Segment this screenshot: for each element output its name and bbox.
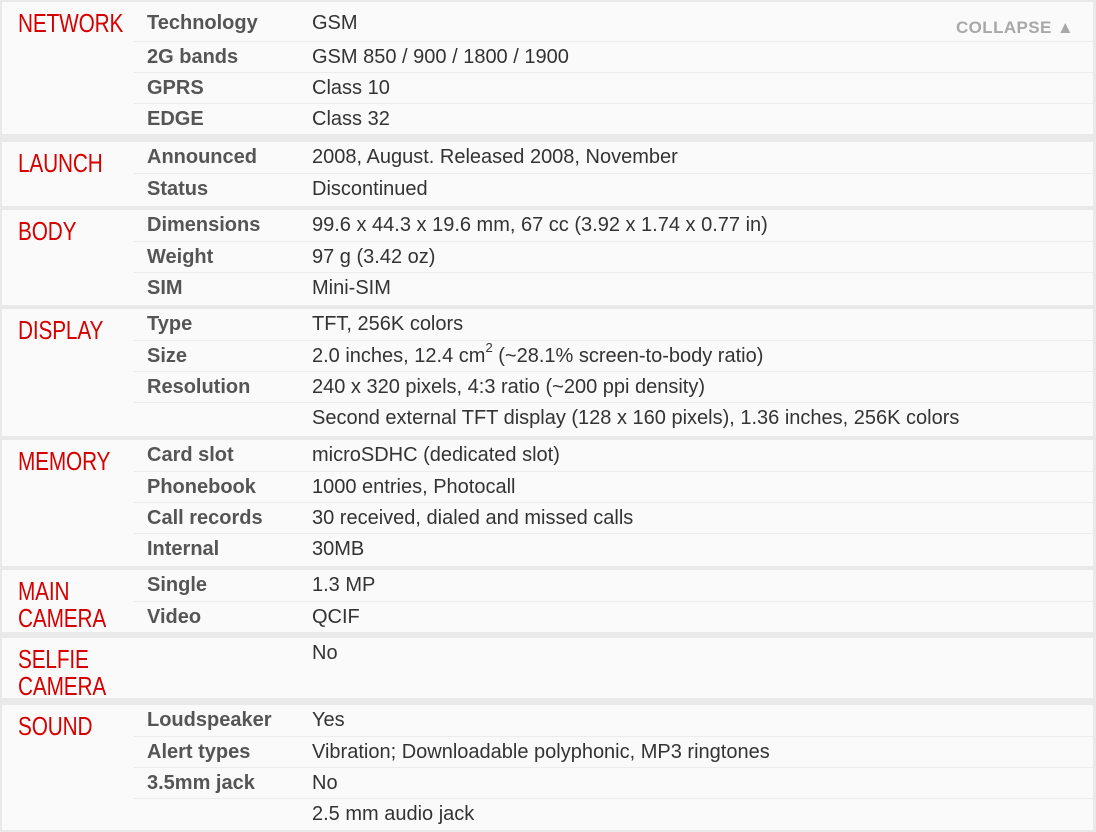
spec-row [134, 767, 1093, 798]
superscript: 2 [485, 340, 493, 356]
spec-section [2, 440, 1093, 566]
spec-value: Class 32 [312, 108, 390, 130]
section-title: MAIN CAMERA [18, 576, 107, 633]
spec-value: Class 10 [312, 77, 390, 99]
spec-value: 1.3 MP [312, 574, 376, 596]
spec-value: 30MB [312, 538, 365, 560]
spec-row [134, 533, 1093, 564]
section-title: NETWORK [18, 8, 124, 38]
spec-label[interactable]: Phonebook [147, 476, 256, 498]
spec-label[interactable]: Video [147, 606, 202, 628]
spec-row [134, 638, 1093, 668]
spec-value: TFT, 256K colors [312, 313, 464, 335]
spec-section [2, 2, 1093, 134]
section-title: MEMORY [18, 446, 111, 476]
spec-row [134, 402, 1093, 433]
spec-label[interactable]: 2G bands [147, 46, 239, 68]
spec-row [134, 41, 1093, 72]
spec-value: No [312, 642, 338, 664]
spec-value: 2.5 mm audio jack [312, 803, 475, 825]
spec-label[interactable]: Call records [147, 507, 263, 529]
spec-section [2, 210, 1093, 305]
spec-value: 30 received, dialed and missed calls [312, 507, 634, 529]
section-title: SELFIE CAMERA [18, 644, 107, 701]
spec-value: No [312, 772, 338, 794]
section-title: SOUND [18, 711, 93, 741]
spec-value: Second external TFT display (128 x 160 pixels), 1.36 inches, 256K colors [312, 407, 960, 429]
spec-value: microSDHC (dedicated slot) [312, 444, 560, 466]
spec-row [134, 272, 1093, 303]
spec-value: GSM 850 / 900 / 1800 / 1900 [312, 46, 569, 68]
spec-label[interactable]: Type [147, 313, 193, 335]
section-title: BODY [18, 216, 77, 246]
spec-label[interactable]: Announced [147, 146, 257, 168]
spec-row [134, 340, 1093, 371]
spec-row [134, 142, 1093, 172]
spec-value: Vibration; Downloadable polyphonic, MP3 ringtones [312, 741, 770, 763]
spec-value-text: (~28.1% screen-to-body ratio) [492, 345, 764, 367]
spec-section [2, 705, 1093, 830]
spec-value-text: 2.0 inches, 12.4 cm [312, 345, 486, 367]
spec-label[interactable]: Internal [147, 538, 220, 560]
spec-label[interactable]: Status [147, 178, 209, 200]
spec-row [134, 72, 1093, 103]
spec-value: Yes [312, 709, 345, 731]
spec-label[interactable]: Size [147, 345, 188, 367]
spec-label[interactable]: SIM [147, 277, 183, 299]
spec-label[interactable]: Single [147, 574, 208, 596]
spec-row [134, 173, 1093, 204]
spec-row [134, 798, 1093, 829]
spec-value: GSM [312, 12, 358, 34]
spec-label[interactable]: Card slot [147, 444, 234, 466]
spec-row [134, 8, 1093, 38]
spec-value: 97 g (3.42 oz) [312, 246, 436, 268]
spec-label[interactable]: Weight [147, 246, 214, 268]
spec-value: Discontinued [312, 178, 428, 200]
spec-row [134, 736, 1093, 767]
collapse-button[interactable]: COLLAPSE ▲ [956, 18, 1075, 37]
spec-label[interactable]: 3.5mm jack [147, 772, 255, 794]
spec-row [134, 371, 1093, 402]
spec-value [312, 340, 764, 368]
spec-row [134, 570, 1093, 600]
section-title: DISPLAY [18, 315, 104, 345]
spec-row [134, 210, 1093, 240]
spec-value: 1000 entries, Photocall [312, 476, 516, 498]
spec-label[interactable]: EDGE [147, 108, 204, 130]
spec-row [134, 502, 1093, 533]
spec-row [134, 241, 1093, 272]
spec-row [134, 471, 1093, 502]
section-title: LAUNCH [18, 148, 103, 178]
spec-row [134, 103, 1093, 134]
spec-section [2, 142, 1093, 206]
spec-label[interactable]: Resolution [147, 376, 251, 398]
spec-label[interactable]: Technology [147, 12, 258, 34]
spec-row [134, 705, 1093, 735]
spec-value: 99.6 x 44.3 x 19.6 mm, 67 cc (3.92 x 1.74 x 0.77 in) [312, 214, 768, 236]
spec-label[interactable]: GPRS [147, 77, 204, 99]
spec-row [134, 601, 1093, 632]
spec-value: 240 x 320 pixels, 4:3 ratio (~200 ppi density) [312, 376, 706, 398]
spec-value: Mini-SIM [312, 277, 391, 299]
spec-value: 2008, August. Released 2008, November [312, 146, 678, 168]
spec-row [134, 309, 1093, 339]
spec-section [2, 570, 1093, 632]
spec-label[interactable]: Loudspeaker [147, 709, 272, 731]
spec-row [134, 440, 1093, 470]
spec-section [2, 638, 1093, 701]
spec-value: QCIF [312, 606, 360, 628]
spec-section [2, 309, 1093, 436]
spec-label[interactable]: Dimensions [147, 214, 261, 236]
spec-label[interactable]: Alert types [147, 741, 251, 763]
